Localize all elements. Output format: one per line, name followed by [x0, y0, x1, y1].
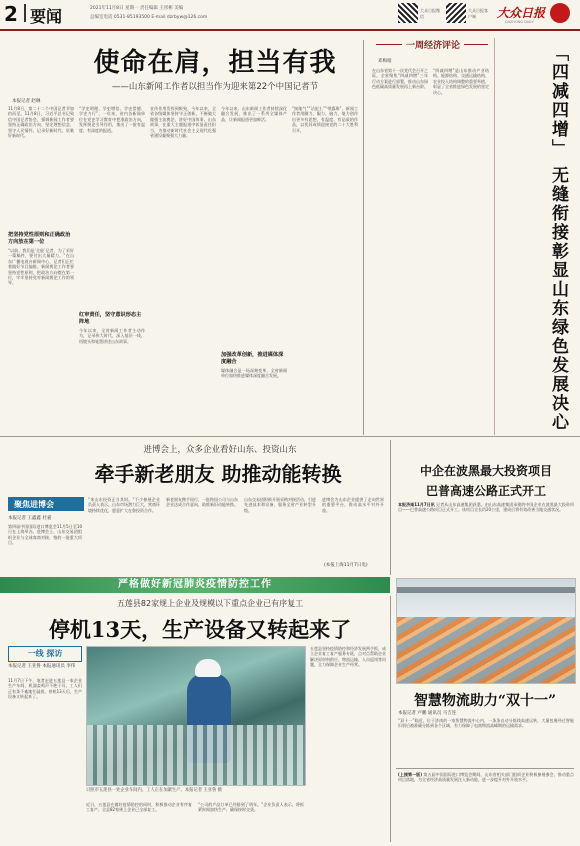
main-body-col-1: 11月8日，第二十二个中国记者节如约而至。11月8日，习近平总书记致信中国记者协会，强调新闻工作者要坚持正确政治方向、坚定理想信念、坚守人民情怀，记录好新时代，讴歌好新时代。 [8, 106, 74, 139]
machine-rollers [87, 725, 305, 785]
logo-sub: DAZHONG DAILY [505, 20, 534, 24]
main-subhead: 把坚持党性原则和正确政治方向放在第一位 [8, 232, 71, 245]
masthead-rule [0, 29, 580, 31]
vertical-title-part-2: 无缝衔接彰显山东绿色发展决心 [548, 165, 568, 432]
epidemic-banner [0, 577, 390, 593]
highway-dateline: 本报济南11月7日讯 [398, 502, 435, 507]
page-number: 2 [4, 2, 18, 26]
enterprise-body-col-2: “来山东投资正当其时。”不少参展企业负责人表示，山东市场潜力巨大，营商环境持续优化，愿意扩大在鲁投资合作。 [88, 497, 160, 513]
section-title: 要闻 [30, 7, 63, 26]
main-body-col-3: 宣传作用发挥到极致，今年以来，全省各级媒体坚持守正创新，不断做大做强主流舆论，讲好中国故事、山东故事，在重大主题报道中彰显责任担当，为推动新时代社会主义现代化强省建设凝聚强大力量。 [150, 106, 216, 139]
logo-seal [550, 3, 570, 23]
factory-photo [86, 646, 306, 786]
column-divider [390, 596, 391, 842]
logistics-body: “双十一”临近，位于济南的一家智慧物流中心内，一条条自动分拣线高速运转，大量包裹经过智能识别后被准确分拣到各个区域，有力保障了电商物流高峰期的运输需求。 [398, 718, 574, 729]
main-subhead: 红审责任，坚守意识形态主阵地 [79, 312, 142, 325]
enterprise-headline: 牵手新老朋友 助推动能转换 [94, 462, 342, 486]
qr-code[interactable] [398, 3, 418, 23]
main-body-col-1b: “以前，我们是‘全能’记者，为了采好一篇稿件，要付出大量精力。”在山东广播电视台新闻中心，记者们正忙着做好节目编排。新闻舆论工作者要坚持党性原则，把政治方向摆在第一位，牢牢坚持党对新闻舆论工作的领导。 [8, 248, 74, 286]
qr1-label: 大众日报微信 [420, 8, 440, 19]
enterprise-body-col-4: 山东交易团积极开展采购对接活动，引进先进技术和设备，服务全省产业转型升级。 [244, 497, 316, 513]
main-body-col-5: “接地气”“沾泥土”“带露珠”，新闻工作者用脚力、眼力、脑力、笔力创作出更多有思想、有温度、有品质的作品，以优异成绩迎接党的二十大胜利召开。 [292, 106, 358, 133]
resume-body-col-4: 五莲县坚持疫情防控和经济发展两手抓，成立企业复工复产服务专班，点对点帮助企业解决原材料供应、物流运输、人员返岗等问题，全力保障企业生产经营。 [310, 646, 386, 668]
column-tag-label: 一线 探访 [27, 649, 63, 658]
main-body-col-4: 今年以来，山东新闻工作者持续深化融合发展，推出了一系列全媒体产品，让新闻报道更加鲜活。 [221, 106, 287, 122]
main-byline: 本报记者 赵琳 [12, 99, 41, 104]
column-divider [363, 40, 364, 435]
enterprise-body-col-3: 新老朋友携手同行，一批跨国公司与山东企业达成合作意向，助推新旧动能转换。 [166, 497, 238, 508]
enterprise-byline: 本报记者 王鑫鑫 杜嘉 [8, 516, 52, 521]
main-headline: 使命在肩，担当有我 [93, 48, 337, 78]
editorial-column-tag: 一周经济评论 [402, 38, 464, 51]
enterprise-kicker: 进博会上，众多企业看好山东、投资山东 [143, 445, 297, 455]
conveyor-belts [397, 617, 575, 683]
resume-headline: 停机13天，生产设备又转起来了 [48, 617, 352, 642]
logistics-byline: 本报记者 卢鹏 通讯员 马吉连 [398, 711, 457, 716]
vertical-title-part-1: 「四减四增」 [548, 44, 568, 158]
resume-byline: 本报记者 王亚鲁 本报通讯员 李伟 [8, 664, 76, 669]
newspaper-logo: 大众日报 [497, 6, 546, 20]
highway-headline-1: 中企在波黑最大投资项目 [419, 464, 552, 478]
column-tag-label: 聚焦进博会 [14, 500, 54, 509]
resume-body-col-3: “公司的产品订单已经排到了明年。”企业负责人表示，将抓紧时间加快生产，确保按时交货。 [198, 802, 304, 813]
editorial-vertical-title [500, 44, 570, 434]
warehouse-beam [397, 587, 575, 593]
worker-helmet [195, 659, 221, 677]
main-body-col-2b: 今年以来，全省新闻工作者主动作为，记录伟大时代，深入基层一线，用镜头和笔墨讲述山东故事。 [79, 328, 145, 344]
continued-body: (上接第一版) 第五届中国国际进口博览会期间，山东省相关部门组织企业积极参展参会，推动重点项目落地，为全省经济高质量发展注入新动能，进一步提升对外开放水平。 [398, 772, 574, 783]
masthead [0, 0, 580, 30]
enterprise-body-col-1: 第四届中国国际进口博览会11月5日至10日在上海举办。进博会上，山东交易团组织企业与全球客商对接，签约一批重大项目。 [8, 524, 82, 546]
main-subhead: 加强改革创新，推进媒体深度融合 [221, 352, 284, 365]
main-body-col-2: “学史明理、学史增信、学史崇德、学史力行”，一年来，省内各新闻单位在党史学习教育中把准政治方向，发挥舆论引导作用，推出了一批有温度、有深度的报道。 [79, 106, 145, 133]
editorial-tag [376, 38, 488, 52]
main-body-col-4b: 媒体融合是一场深刻变革，全省新闻单位加快推进媒体深度融合发展。 [221, 368, 287, 379]
date-line: 2021年11月8日 星期一 责任编辑 王彤彬 美编 [90, 6, 184, 11]
editorial-vertical-rule [494, 38, 495, 435]
section-divider [0, 436, 580, 437]
highway-body: 本报济南11月7日讯 记者从山东高速集团获悉，由山东高速集团承建的中国企业在波黑最大投资项目——巴普高速公路项目正式开工。该项目全长约20公里，建成后将有效改善当地交通状况。 [398, 502, 574, 513]
editorial-body-col-1: 在山东省第十一次党代会召开之际，全省聚焦“四减四增”三年行动方案进行部署，推动山东绿色低碳高质量发展再上新台阶。 [372, 68, 428, 90]
qr-code[interactable] [446, 3, 466, 23]
logistics-photo [396, 578, 576, 684]
resume-column-tag [8, 646, 82, 662]
resume-body-col-2: 近日，五莲县在做好疫情防控的同时，积极推动企业有序复工复产，全县82家规上企业已全部复工。 [86, 802, 192, 813]
resume-kicker: 五莲县82家规上企业及规模以下重点企业已有序复工 [116, 599, 304, 608]
highway-headline-2: 巴普高速公路正式开工 [425, 484, 546, 498]
banner-text: 严格做好新冠肺炎疫情防控工作 [118, 579, 272, 590]
enterprise-end-note: (本报上海11月7日电) [324, 563, 368, 568]
resume-body-col-1: 11月7日下午，笔者走进五莲县一家企业生产车间，机器轰鸣声不绝于耳，工人们正有条不紊地忙碌着。停机13天后，生产设备又转起来了。 [8, 678, 82, 700]
section-divider [396, 768, 574, 769]
editorial-body-col-2: “四减四增”是山东推动产业结构、能源结构、交通运输结构、农业投入结构调整的重要举措，彰显了全省推进绿色发展的坚定决心。 [433, 68, 489, 95]
contact-line: 总编室电话 0531-85193500 E-mail dzrbyw@126.com [90, 15, 208, 20]
enterprise-column-tag [8, 497, 84, 511]
qr2-label: 大众日报客户端 [468, 8, 488, 19]
continued-note: (上接第一版) [398, 772, 423, 777]
logistics-headline: 智慧物流助力“双十一” [413, 693, 557, 709]
highway-divider [390, 440, 391, 575]
enterprise-body-col-5: 进博会为山东企业提供了走向世界的重要平台，推动高水平对外开放。 [322, 497, 384, 513]
main-subheadline: ——山东新闻工作者以担当作为迎来第22个中国记者节 [111, 82, 319, 92]
editorial-author: 邓梅娟 [378, 59, 392, 64]
photo-caption: 日照市五莲县一处企业车间内，工人正在加紧生产。本报记者 王亚鲁 摄 [86, 788, 222, 793]
